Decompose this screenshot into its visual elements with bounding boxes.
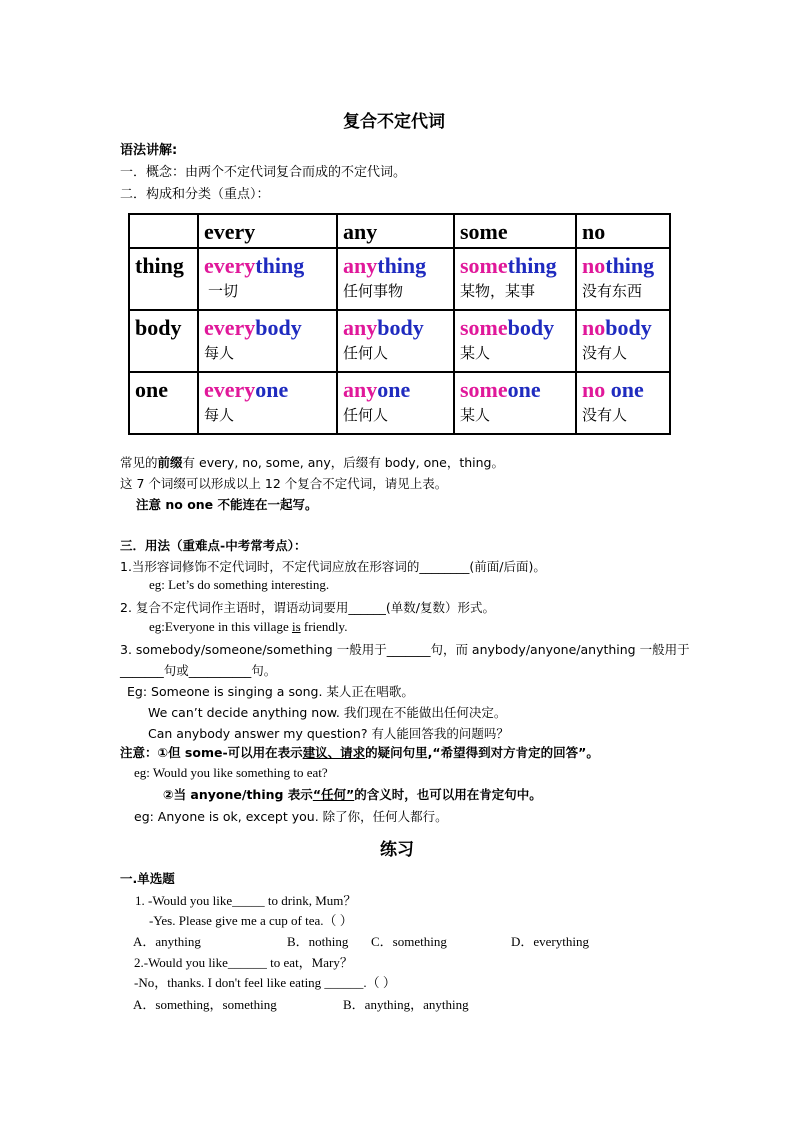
table-header-cell	[337, 214, 454, 248]
table-header-row	[129, 214, 670, 248]
word-suffix: thing	[507, 253, 557, 278]
row-label-cell	[129, 310, 198, 372]
row-label: one	[135, 377, 168, 402]
usage-note-2	[163, 785, 542, 803]
word-prefix: no	[582, 253, 606, 278]
notes-line-1	[120, 453, 504, 471]
header-some: some	[460, 219, 508, 244]
word-meaning: 每人	[204, 406, 235, 424]
word-prefix: no	[582, 377, 606, 402]
table-header-cell	[198, 214, 337, 248]
word-prefix: every	[204, 253, 256, 278]
word-prefix: every	[204, 315, 256, 340]
q1-option-b: B．nothing	[287, 934, 349, 949]
table-cell	[576, 372, 670, 434]
usage-example-5: Can anybody answer my question? 有人能回答我的问题吗？	[148, 726, 509, 741]
word-prefix: some	[460, 253, 508, 278]
word-meaning: 某人	[460, 406, 491, 424]
note-text: 注意：①但 some-可以用在表示	[120, 745, 303, 760]
word-suffix: body	[255, 315, 302, 340]
usage-point-1: 1.当形容词修饰不定代词时，不定代词应放在形容词的________(前面/后面)。	[120, 559, 546, 574]
note-text: 的含义时，也可以用在肯定句中。	[354, 787, 542, 802]
word-meaning: 没有人	[582, 344, 628, 362]
table-cell	[576, 248, 670, 310]
table-cell	[198, 372, 337, 434]
table-cell	[337, 248, 454, 310]
note-text: ②当 anyone/thing 表示	[163, 787, 313, 802]
word-prefix: every	[204, 377, 256, 402]
note-text: 的疑问句里,“希望得到对方肯定的回答”。	[365, 745, 599, 760]
word-suffix: body	[507, 315, 555, 340]
question-1: 1. -Would you like_____ to drink, Mum？	[135, 893, 357, 908]
word-meaning: 任何人	[343, 406, 389, 424]
usage-example-3: Eg: Someone is singing a song. 某人正在唱歌。	[127, 684, 414, 699]
usage-example-2	[149, 619, 347, 635]
row-label: thing	[135, 253, 184, 278]
grammar-heading: 语法讲解:	[120, 143, 178, 158]
table-cell	[198, 310, 337, 372]
word-prefix: some	[460, 377, 508, 402]
usage-example-1: eg: Let’s do something interesting.	[149, 577, 330, 592]
header-every: every	[204, 219, 256, 244]
header-no: no	[582, 219, 606, 244]
table-row	[129, 248, 670, 310]
word-meaning: 一切	[208, 282, 239, 300]
word-prefix: some	[460, 315, 508, 340]
table-corner-cell	[129, 214, 198, 248]
usage-point-3: 3. somebody/someone/something 一般用于_______句，而 anybody/anyone/anything 一般用于	[120, 642, 690, 657]
word-meaning: 某人	[460, 344, 491, 362]
notes-bold-text: 前缀	[157, 455, 183, 470]
table-cell	[454, 310, 576, 372]
table-cell	[576, 310, 670, 372]
row-label: body	[135, 315, 182, 340]
usage-point-2: 2. 复合不定代词作主语时，谓语动词要用______(单数/复数）形式。	[120, 600, 495, 615]
word-meaning: 没有人	[582, 406, 628, 424]
page-title: 复合不定代词	[343, 112, 445, 132]
usage-note-1	[120, 743, 599, 761]
usage-note-1-example: eg: Would you like something to eat?	[134, 765, 328, 780]
example-text: friendly.	[300, 619, 348, 634]
table-cell	[337, 310, 454, 372]
q2-option-a: A．something，something	[133, 997, 277, 1012]
row-label-cell	[129, 372, 198, 434]
word-meaning: 每人	[204, 344, 235, 362]
table-cell	[337, 372, 454, 434]
table-header-cell	[454, 214, 576, 248]
table-cell	[198, 248, 337, 310]
q1-option-d: D．everything	[511, 934, 589, 949]
row-label-cell	[129, 248, 198, 310]
table-header-cell	[576, 214, 670, 248]
note-underlined: “任何”	[312, 787, 355, 802]
word-meaning: 任何事物	[343, 282, 404, 300]
q1-option-c: C．something	[371, 934, 447, 949]
practice-section: 一.单选题	[120, 871, 175, 886]
notes-warning: 注意 no one 不能连在一起写。	[136, 497, 318, 512]
notes-text: 常见的	[120, 455, 158, 470]
word-meaning: 任何人	[343, 344, 389, 362]
question-2-reply: -No，thanks. I don't feel like eating ______.（ ）	[134, 975, 396, 990]
word-prefix: any	[343, 253, 378, 278]
table-row	[129, 372, 670, 434]
question-2: 2.-Would you like______ to eat，Mary？	[134, 955, 353, 970]
table-row	[129, 310, 670, 372]
notes-line-2: 这 7 个词缀可以形成以上 12 个复合不定代词，请见上表。	[120, 476, 448, 491]
notes-text: 有 every, no, some, any，后缀有 body, one，thing。	[182, 455, 504, 470]
concept-line: 一．概念：由两个不定代词复合而成的不定代词。	[120, 165, 407, 180]
word-suffix: body	[605, 315, 652, 340]
formation-line: 二．构成和分类（重点）：	[120, 187, 270, 202]
word-meaning: 没有东西	[582, 282, 643, 300]
word-suffix: one	[507, 377, 541, 402]
word-suffix: one	[605, 377, 644, 402]
note-underlined: 建议、请求	[302, 745, 366, 760]
q1-option-a: A．anything	[133, 934, 201, 949]
word-prefix: no	[582, 315, 606, 340]
word-suffix: thing	[605, 253, 655, 278]
table-cell	[454, 372, 576, 434]
word-prefix: any	[343, 315, 378, 340]
word-meaning: 某物，某事	[460, 282, 536, 300]
practice-title: 练习	[380, 840, 414, 860]
question-1-reply: -Yes. Please give me a cup of tea.（ ）	[149, 913, 353, 928]
word-suffix: one	[255, 377, 289, 402]
word-suffix: thing	[255, 253, 305, 278]
example-text: eg:Everyone in this village	[149, 619, 292, 634]
word-suffix: one	[377, 377, 411, 402]
example-underlined: is	[291, 619, 301, 634]
usage-note-2-example: eg: Anyone is ok, except you. 除了你，任何人都行。	[134, 809, 448, 824]
header-any: any	[343, 219, 378, 244]
word-suffix: body	[377, 315, 424, 340]
usage-point-3-cont: _______句或__________句。	[120, 663, 277, 678]
table-cell	[454, 248, 576, 310]
compound-pronoun-table	[128, 213, 671, 435]
usage-example-4: We can’t decide anything now. 我们现在不能做出任何决定。	[148, 705, 507, 720]
q2-option-b: B．anything，anything	[343, 997, 469, 1012]
usage-heading: 三．用法（重难点-中考常考点）：	[120, 538, 307, 553]
word-suffix: thing	[377, 253, 427, 278]
word-prefix: any	[343, 377, 378, 402]
